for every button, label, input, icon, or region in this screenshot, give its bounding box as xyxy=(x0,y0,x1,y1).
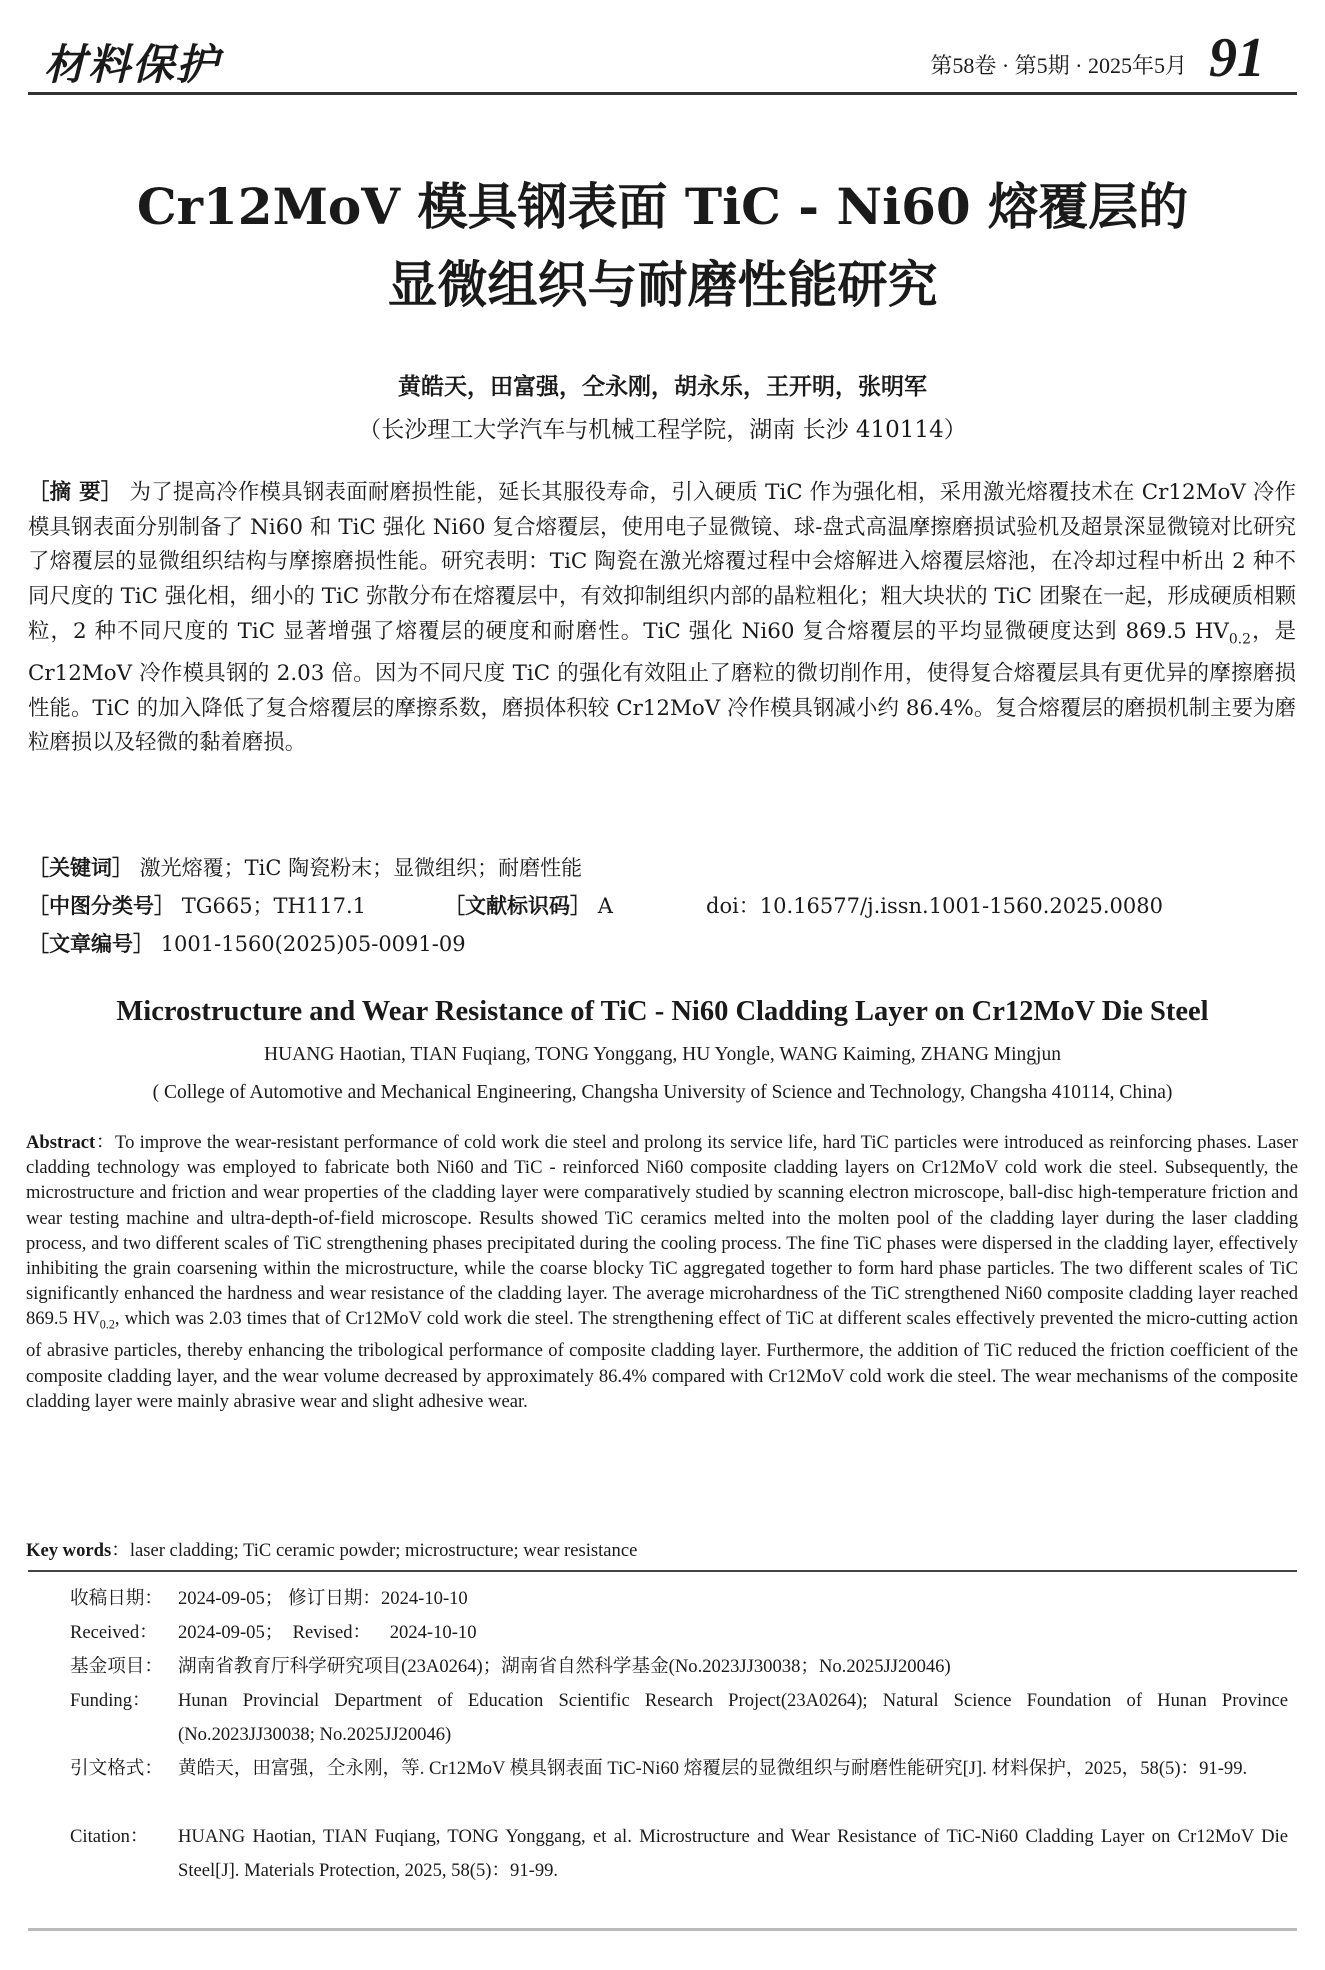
fund-en: Hunan Provincial Department of Education Scientific Research Project(23A0264); Natural Science Foundation of Hunan Province (No.2023JJ30038; No.2025JJ20046) xyxy=(178,1690,1288,1745)
cn-title xyxy=(0,168,1325,324)
en-abstract-text-2: , which was 2.03 times that of Cr12MoV cold work die steel. The strengthening effect of TiC at different scales effectively prevented the micro-cutting action of abrasive particles, thereby enhancing the tribological performance of composite cladding layer. Furthermore, the addition of TiC reduced the friction coefficient of the composite cladding layer, and the wear volume decreased by approximately 86.4% compared with Cr12MoV cold work die steel. The wear mechanisms of the composite cladding layer were mainly abrasive wear and slight adhesive wear. xyxy=(26,1308,1298,1412)
en-keywords-line xyxy=(26,1536,637,1562)
cn-keywords-line xyxy=(28,852,582,882)
cn-keywords-label: ［关键词］ xyxy=(28,856,133,880)
received-cn: 2024-09-05； 修订日期：2024-10-10 xyxy=(178,1588,468,1609)
en-keywords: ：laser cladding; TiC ceramic powder; microstructure; wear resistance xyxy=(111,1540,638,1561)
fund-en-label: Funding： xyxy=(70,1690,151,1711)
doc-code-line xyxy=(444,890,613,920)
cn-keywords: 激光熔覆；TiC 陶瓷粉末；显微组织；耐磨性能 xyxy=(133,856,583,880)
received-en: 2024-09-05； Revised： 2024-10-10 xyxy=(178,1622,477,1643)
cite-en: HUANG Haotian, TIAN Fuqiang, TONG Yonggang, et al. Microstructure and Wear Resistance of TiC-Ni60 Cladding Layer on Cr12MoV Die Steel[J]. Materials Protection, 2025, 58(5)：91-99. xyxy=(178,1826,1288,1881)
cn-abstract xyxy=(28,476,1296,761)
cite-cn-label: 引文格式： xyxy=(70,1758,163,1779)
cn-classification-line xyxy=(28,890,366,920)
en-affiliation: ( College of Automotive and Mechanical Engineering, Changsha University of Science and Technology, Changsha 410114, China) xyxy=(152,1082,1173,1103)
en-abstract-label: Abstract xyxy=(26,1132,96,1153)
en-authors: HUANG Haotian, TIAN Fuqiang, TONG Yonggang, HU Yongle, WANG Kaiming, ZHANG Mingjun xyxy=(264,1044,1061,1065)
bottom-rule xyxy=(28,1928,1297,1931)
received-en-label: Received： xyxy=(70,1622,158,1643)
doc-code-label: ［文献标识码］ xyxy=(444,894,591,918)
header-rule xyxy=(28,92,1297,95)
doi-link[interactable]: doi：10.16577/j.issn.1001-1560.2025.0080 xyxy=(706,894,1163,918)
cn-authors: 黄皓天，田富强，仝永刚，胡永乐，王开明，张明军 xyxy=(398,374,927,400)
cite-en-label: Citation： xyxy=(70,1826,149,1847)
page-number: 91 xyxy=(1209,27,1265,89)
clc-value: TG665；TH117.1 xyxy=(181,894,366,918)
cn-affiliation: （长沙理工大学汽车与机械工程学院，湖南 长沙 410114） xyxy=(358,417,967,443)
cite-cn: 黄皓天，田富强，仝永刚，等. Cr12MoV 模具钢表面 TiC-Ni60 熔覆层的显微组织与耐磨性能研究[J]. 材料保护，2025，58(5)：91-99. xyxy=(178,1758,1248,1779)
en-keywords-label: Key words xyxy=(26,1540,112,1561)
cn-abstract-text-2: ，是 Cr12MoV 冷作模具钢的 2.03 倍。因为不同尺度 TiC 的强化有效阻止了磨粒的微切削作用，使得复合熔覆层具有更优异的摩擦磨损性能。TiC 的加入降低了复合熔覆层的摩擦系数，磨损体积较 Cr12MoV 冷作模具钢减小约 86.4%。复合熔覆层的磨损机制主要为磨粒磨损以及轻微的黏着磨损。 xyxy=(28,618,1296,756)
page-header-right xyxy=(930,27,1265,89)
article-number-value: 1001-1560(2025)05-0091-09 xyxy=(160,932,466,956)
fund-cn: 湖南省教育厅科学研究项目(23A0264)；湖南省自然科学基金(No.2023JJ30038；No.2025JJ20046) xyxy=(178,1656,951,1677)
en-abstract xyxy=(26,1130,1298,1414)
journal-logo: 材料保护 xyxy=(44,40,221,89)
fund-cn-label: 基金项目： xyxy=(70,1656,163,1677)
doi-line xyxy=(706,890,1163,920)
cn-abstract-sub: 0.2 xyxy=(1228,631,1251,648)
doc-code-value: A xyxy=(597,894,613,918)
received-cn-label: 收稿日期： xyxy=(70,1588,163,1609)
article-number-line xyxy=(28,928,466,958)
cn-abstract-label: ［摘 要］ xyxy=(28,480,123,505)
cn-title-line2: 显微组织与耐磨性能研究 xyxy=(387,255,938,314)
footnote-rule xyxy=(28,1570,1297,1572)
cn-abstract-text-1: 为了提高冷作模具钢表面耐磨损性能，延长其服役寿命，引入硬质 TiC 作为强化相，采用激光熔覆技术在 Cr12MoV 冷作模具钢表面分别制备了 Ni60 和 TiC 强化 Ni60 复合熔覆层，使用电子显微镜、球-盘式高温摩擦磨损试验机及超景深显微镜对比研究了熔覆层的显微组织结构与摩擦磨损性能。研究表明：TiC 陶瓷在激光熔覆过程中会熔解进入熔覆层熔池，在冷却过程中析出 2 种不同尺度的 TiC 强化相，细小的 TiC 弥散分布在熔覆层中，有效抑制组织内部的晶粒粗化；粗大块状的 TiC 团聚在一起，形成硬质相颗粒，2 种不同尺度的 TiC 显著增强了熔覆层的硬度和耐磨性。TiC 强化 Ni60 复合熔覆层的平均显微硬度达到 869.5 HV xyxy=(28,480,1296,644)
en-title: Microstructure and Wear Resistance of TiC - Ni60 Cladding Layer on Cr12MoV Die Steel xyxy=(116,996,1209,1027)
en-abstract-text-1: ：To improve the wear-resistant performance of cold work die steel and prolong its service life, hard TiC particles were introduced as reinforcing phases. Laser cladding technology was employed to fabricate both Ni60 and TiC - reinforced Ni60 composite cladding layers on Cr12MoV cold work die steel. Subsequently, the microstructure and friction and wear properties of the cladding layer were comparatively studied by scanning electron microscope, ball-disc high-temperature friction and wear testing machine and ultra-depth-of-field microscope. Results showed TiC ceramics melted into the molten pool of the cladding layer during the laser cladding process, and two different scales of TiC strengthening phases precipitated during the cooling process. The fine TiC phases were dispersed in the cladding layer, effectively inhibiting the grain coarsening within the microstructure, while the coarse blocky TiC aggregated together to form hard phase particles. The two different scales of TiC significantly enhanced the hardness and wear resistance of the cladding layer. The average microhardness of the TiC strengthened Ni60 composite cladding layer reached 869.5 HV xyxy=(26,1132,1298,1330)
article-number-label: ［文章编号］ xyxy=(28,932,154,956)
en-abstract-sub: 0.2 xyxy=(99,1318,115,1333)
clc-label: ［中图分类号］ xyxy=(28,894,175,918)
cn-title-line1: Cr12MoV 模具钢表面 TiC - Ni60 熔覆层的 xyxy=(136,177,1189,236)
issue-info: 第58卷 · 第5期 · 2025年5月 xyxy=(930,53,1187,78)
